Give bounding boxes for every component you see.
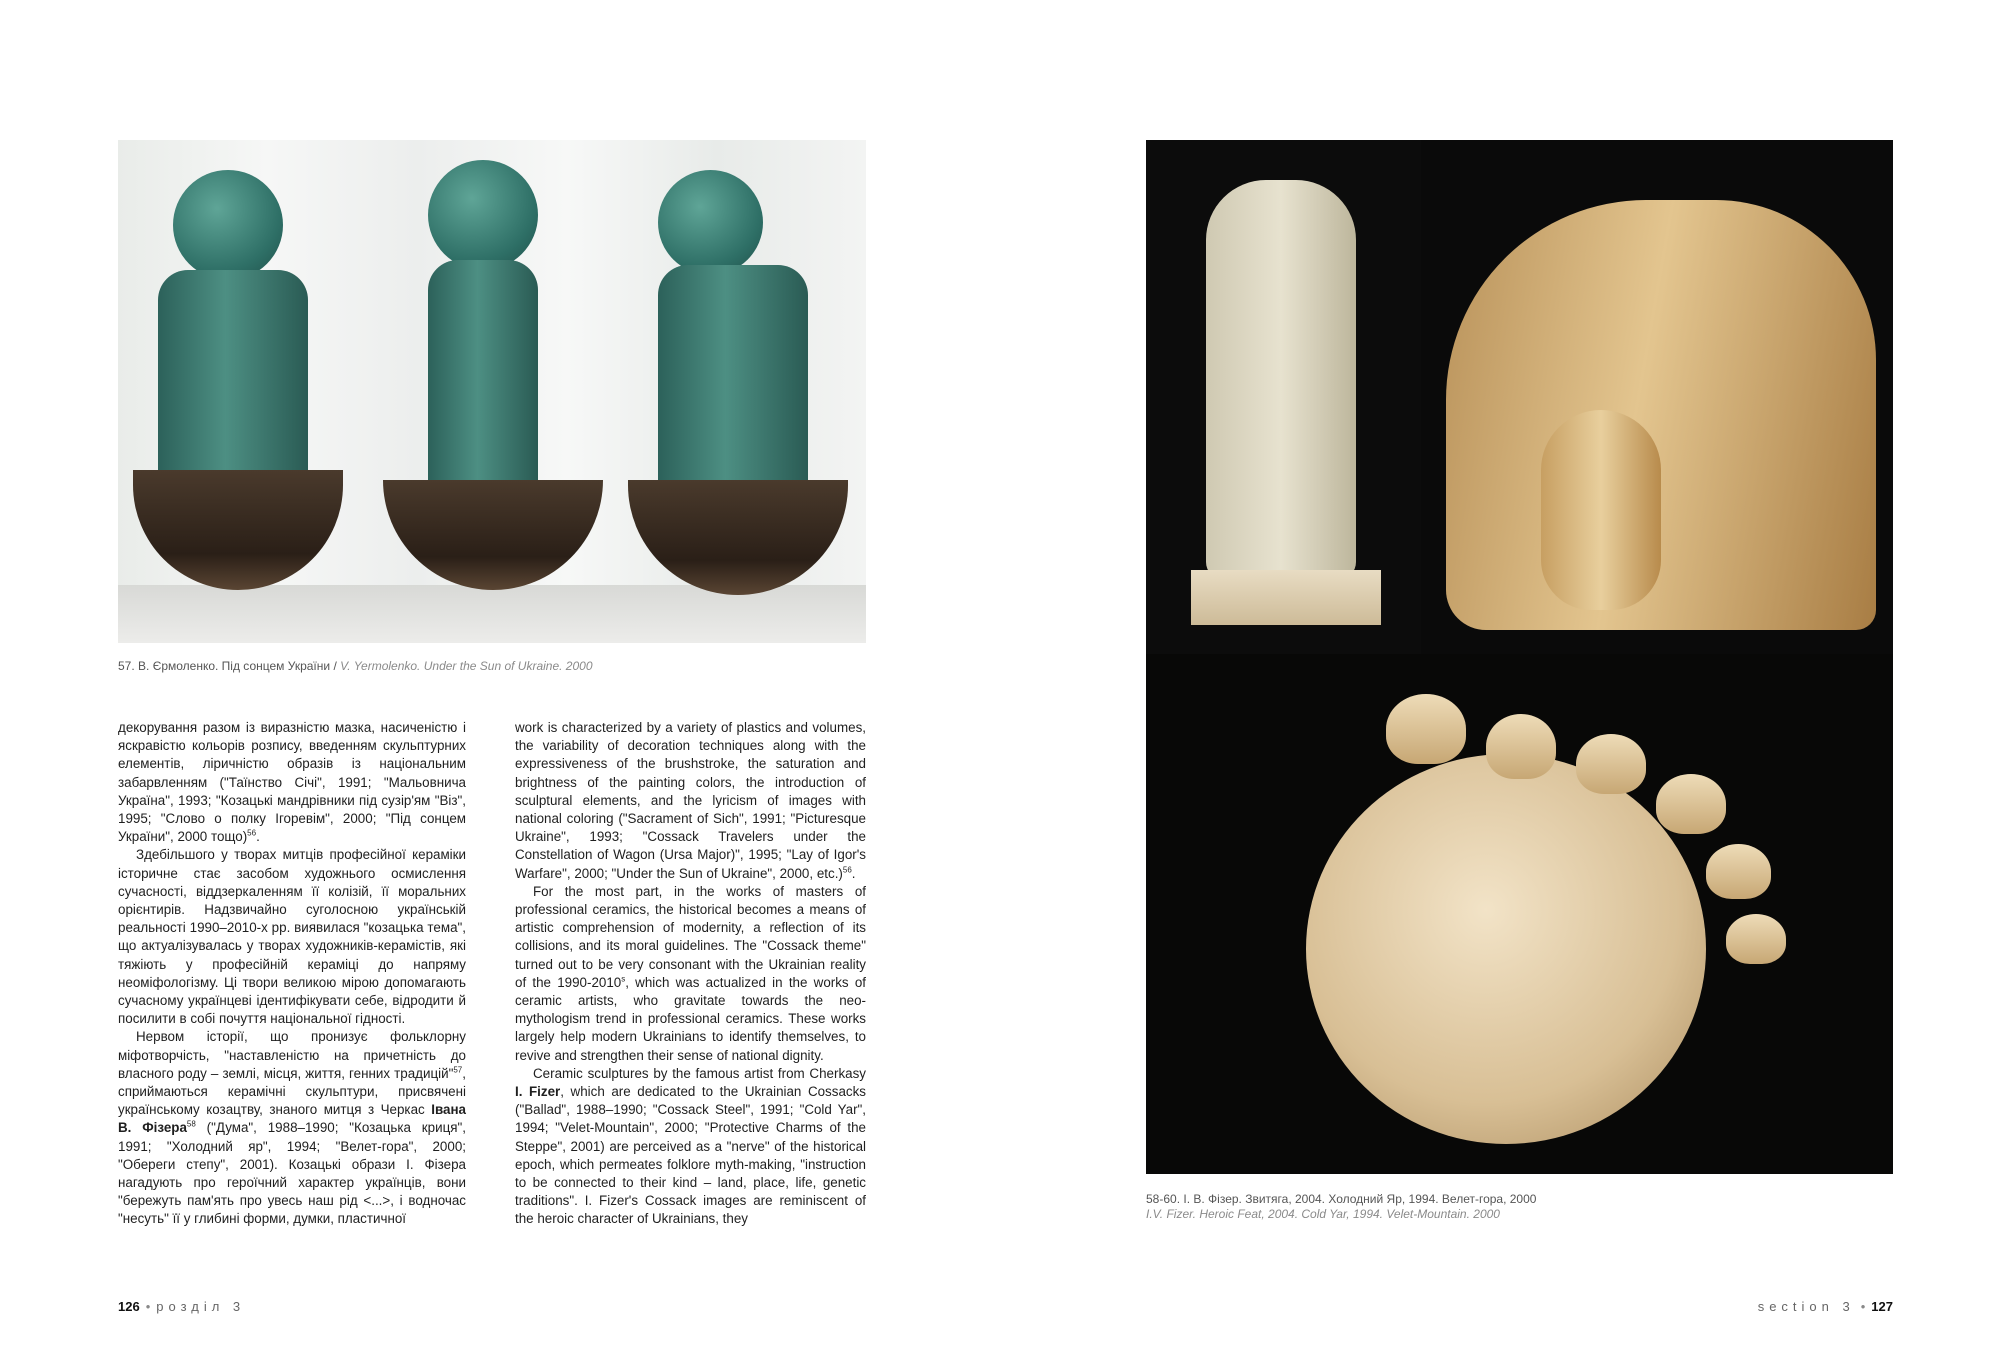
page-number: 127 (1871, 1299, 1893, 1314)
paragraph-ua-1: декорування разом із виразністю мазка, насиченістю і яскравістю кольорів розпису, введенням скульптурних елементів, ліричністю образів із національним забарвленням ("Таїнство Січі", 1991; "Мальовнича Україна", 1993; "Козацькі мандрівники під сузір'ям "Віз", 1995; "Слово о полку Ігоревім", 2000; "Під сонцем України", 2000 тощо)$^{56}$. (118, 720, 466, 845)
statue-figure (1206, 180, 1356, 580)
sculpture-bird-2 (1486, 714, 1556, 779)
sculpture-round-body (1306, 754, 1706, 1144)
folio-left (118, 1299, 245, 1314)
caption-en: V. Yermolenko. Under the Sun of Ukraine. 2000 (340, 659, 593, 673)
section-label: section 3 (1757, 1299, 1855, 1314)
text-column-english (515, 719, 866, 1229)
folio-dot: • (145, 1299, 151, 1314)
sculpture-bird-4 (1656, 774, 1726, 834)
relief-face (1541, 410, 1661, 610)
artist-name-bold: Івана В. Фізера (118, 1102, 466, 1136)
folio-right (1758, 1299, 1893, 1314)
page-number: 126 (118, 1299, 140, 1314)
caption-en: I.V. Fizer. Heroic Feat, 2004. Cold Yar, 1994. Velet-Mountain. 2000 (1146, 1207, 1500, 1221)
paragraph-en-1: work is characterized by a variety of plastics and volumes, the variability of decoration techniques along with the expressiveness of the brushstroke, the saturation and brightness of the painting colors, the introduction of sculptural elements, and the lyricism of images with national coloring ("Sacrament of Sich", 1991; "Picturesque Ukraine", 1993; "Cossack Travelers under the Constellation of Wagon (Ursa Major)", 1995; "Lay of Igor's Warfare", 2000; "Under the Sun of Ukraine", 2000, etc.)$^{56}$. (515, 720, 866, 881)
photo-caption-58-60 (1146, 1192, 1866, 1222)
caption-separator: / (333, 659, 337, 673)
photo-heroic-feat-statue (1146, 140, 1421, 654)
ceramic-vessel-3 (618, 170, 858, 600)
photo-ceramic-sculptures-under-the-sun (118, 140, 866, 643)
photo-cold-yar-relief (1421, 140, 1893, 654)
paragraph-ua-2: Здебільшого у творах митців професійної кераміки історичне стає засобом художнього осмислення сучасності, віддзеркаленням її колізій, її моральних орієнтирів. Надзвичайно суголосною українській реальності 1990–2010-х рр. виявилася "козацька тема", що актуалізувалась у творах художників-керамістів, які тяжіють у професійній кераміці до напряму неоміфологізму. Ці твори великою мірою допомагають сучасному українцеві ідентифікувати себе, відродити й посилити в собі почуття національної гідності. (118, 847, 466, 1027)
artist-name-bold: I. Fizer (515, 1084, 561, 1100)
caption-ua: 58-60. І. В. Фізер. Звитяга, 2004. Холодний Яр, 1994. Велет-гора, 2000 (1146, 1192, 1537, 1206)
ceramic-vessel-1 (128, 170, 358, 590)
statue-base (1191, 570, 1381, 625)
photo-caption-57 (118, 659, 878, 674)
folio-dot: • (1860, 1299, 1866, 1314)
paragraph-en-2: For the most part, in the works of masters of professional ceramics, the historical becomes a means of artistic comprehension of modernity, a reflection of its collisions, and its moral guidelines. The "Cossack theme" turned out to be very consonant with the Ukrainian reality of the 1990-2010$^s$, which was actualized in the works of ceramic artists, who gravitate towards the neo-mythologism trend in professional ceramics. These works largely help modern Ukrainians to identify themselves, to revive and strengthen their sense of national dignity. (515, 883, 866, 1063)
sculpture-bird-5 (1706, 844, 1771, 899)
paragraph-ua-3: Нервом історії, що пронизує фольклорну міфотворчість, "наставленістю на причетність до власного роду – землі, місця, життя, генних традицій"$^{57}$, сприймаються керамічні скульптури, присвячені українському козацтву, знаного митця з Черкас Івана В. Фізера$^{58}$ ("Дума", 1988–1990; "Козацька криця", 1991; "Холодний яр", 1994; "Велет-гора", 2000; "Обереги степу", 2001). Козацькі образи І. Фізера нагадують про героїчний характер українців, вони "бережуть пам'ять про увесь наш рід <...>, і водночас "несуть" її у глибині форми, думки, пластичної (118, 1029, 466, 1227)
sculpture-bird-6 (1726, 914, 1786, 964)
footnote-ref: s (621, 974, 626, 984)
sculpture-bird-1 (1386, 694, 1466, 764)
section-label: розділ 3 (156, 1299, 246, 1314)
sculpture-bird-3 (1576, 734, 1646, 794)
text-column-ukrainian (118, 719, 466, 1229)
caption-ua: 57. В. Єрмоленко. Під сонцем України (118, 659, 331, 673)
paragraph-en-3: Ceramic sculptures by the famous artist from Cherkasy I. Fizer, which are dedicated to the Ukrainian Cossacks ("Ballad", 1988–1990; "Cossack Steel", 1991; "Cold Yar", 1994; "Velet-Mountain", 2000; "Protective Charms of the Steppe", 2001) are perceived as a "nerve" of the historical epoch, which permeates folklore myth-making, "instruction to be connected to their kind – land, place, life, genetic traditions". I. Fizer's Cossack images are reminiscent of the heroic character of Ukrainians, they (515, 1065, 866, 1227)
ceramic-vessel-2 (358, 160, 618, 600)
footnote-ref: 58 (186, 1120, 196, 1129)
relief-block (1446, 200, 1876, 630)
photo-velet-mountain-sculpture (1146, 654, 1893, 1174)
footnote-ref: 56 (247, 828, 257, 838)
footnote-ref: 56 (842, 865, 852, 875)
footnote-ref: 57 (453, 1065, 463, 1075)
